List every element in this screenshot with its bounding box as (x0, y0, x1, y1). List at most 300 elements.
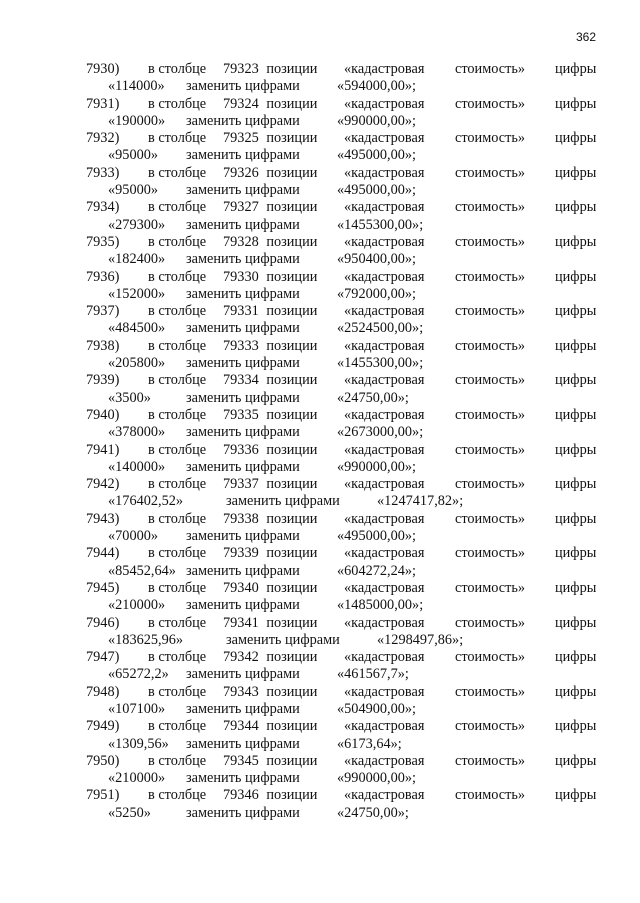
digits-label: цифры (555, 649, 597, 666)
replace-label: заменить цифрами (226, 493, 340, 510)
value-label: стоимость» (455, 372, 526, 389)
position-number: 79343 (223, 683, 259, 700)
entry-number: 7939) (86, 372, 120, 389)
entry-line-2 (0, 701, 640, 718)
value-label: стоимость» (455, 545, 526, 562)
cadastral-label: «кадастровая (344, 268, 425, 285)
position-number: 79328 (223, 233, 259, 250)
amendment-entry (0, 511, 640, 546)
replace-label: заменить цифрами (226, 631, 340, 648)
amendment-entry (0, 718, 640, 753)
position-number: 79327 (223, 199, 259, 216)
replace-label: заменить цифрами (186, 562, 300, 579)
digits-label: цифры (555, 718, 597, 735)
value-label: стоимость» (455, 268, 526, 285)
cadastral-label: «кадастровая (344, 476, 425, 493)
cadastral-label: «кадастровая (344, 614, 425, 631)
positions-label: позиции (266, 233, 318, 250)
position-number: 79344 (223, 718, 259, 735)
new-value: «990000,00»; (337, 770, 417, 787)
cadastral-label: «кадастровая (344, 510, 425, 527)
entry-line-2 (0, 459, 640, 476)
cadastral-label: «кадастровая (344, 718, 425, 735)
entry-line-1 (0, 753, 640, 770)
position-number: 79331 (223, 303, 259, 320)
positions-label: позиции (266, 787, 318, 804)
new-value: «990000,00»; (337, 458, 417, 475)
replace-label: заменить цифрами (186, 424, 300, 441)
entry-line-1 (0, 165, 640, 182)
position-number: 79330 (223, 268, 259, 285)
value-label: стоимость» (455, 683, 526, 700)
new-value: «594000,00»; (337, 78, 417, 95)
position-number: 79342 (223, 649, 259, 666)
old-value: «65272,2» (108, 666, 169, 683)
new-value: «1455300,00»; (337, 216, 424, 233)
entry-line-1 (0, 718, 640, 735)
new-value: «461567,7»; (337, 666, 409, 683)
entry-line-2 (0, 770, 640, 787)
cadastral-label: «кадастровая (344, 95, 425, 112)
digits-label: цифры (555, 579, 597, 596)
replace-label: заменить цифрами (186, 285, 300, 302)
digits-label: цифры (555, 614, 597, 631)
entry-number: 7944) (86, 545, 120, 562)
old-value: «114000» (108, 78, 165, 95)
entry-line-1 (0, 684, 640, 701)
old-value: «176402,52» (108, 493, 184, 510)
value-label: стоимость» (455, 752, 526, 769)
positions-label: позиции (266, 199, 318, 216)
position-reference (223, 753, 317, 770)
amendment-entry (0, 476, 640, 511)
old-value: «1309,56» (108, 735, 169, 752)
amendment-entry (0, 130, 640, 165)
position-number: 79337 (223, 476, 259, 493)
value-label: стоимость» (455, 303, 526, 320)
replace-label: заменить цифрами (186, 666, 300, 683)
digits-label: цифры (555, 199, 597, 216)
position-reference (223, 545, 317, 562)
cadastral-label: «кадастровая (344, 683, 425, 700)
entry-number: 7937) (86, 303, 120, 320)
entry-line-2 (0, 286, 640, 303)
amendment-entry (0, 753, 640, 788)
in-column-label: в столбце (148, 406, 207, 423)
entry-line-2 (0, 217, 640, 234)
position-reference (223, 407, 317, 424)
digits-label: цифры (555, 441, 597, 458)
entry-line-2 (0, 147, 640, 164)
entry-line-2 (0, 78, 640, 95)
entry-line-2 (0, 113, 640, 130)
replace-label: заменить цифрами (186, 112, 300, 129)
digits-label: цифры (555, 406, 597, 423)
in-column-label: в столбце (148, 268, 207, 285)
entry-line-2 (0, 320, 640, 337)
replace-label: заменить цифрами (186, 251, 300, 268)
in-column-label: в столбце (148, 337, 207, 354)
amendment-entry (0, 580, 640, 615)
digits-label: цифры (555, 787, 597, 804)
old-value: «378000» (108, 424, 166, 441)
old-value: «107100» (108, 700, 166, 717)
position-reference (223, 511, 317, 528)
positions-label: позиции (266, 164, 318, 181)
amendment-entry (0, 545, 640, 580)
cadastral-label: «кадастровая (344, 372, 425, 389)
old-value: «70000» (108, 528, 159, 545)
in-column-label: в столбце (148, 649, 207, 666)
replace-label: заменить цифрами (186, 770, 300, 787)
amendment-entry (0, 442, 640, 477)
amendment-entry (0, 234, 640, 269)
entry-line-1 (0, 649, 640, 666)
old-value: «5250» (108, 804, 151, 821)
entry-line-1 (0, 511, 640, 528)
in-column-label: в столбце (148, 579, 207, 596)
position-number: 79339 (223, 545, 259, 562)
entry-number: 7947) (86, 649, 120, 666)
old-value: «279300» (108, 216, 166, 233)
positions-label: позиции (266, 268, 318, 285)
position-reference (223, 96, 317, 113)
replace-label: заменить цифрами (186, 355, 300, 372)
positions-label: позиции (266, 545, 318, 562)
in-column-label: в столбце (148, 683, 207, 700)
positions-label: позиции (266, 406, 318, 423)
in-column-label: в столбце (148, 787, 207, 804)
position-number: 79333 (223, 337, 259, 354)
cadastral-label: «кадастровая (344, 406, 425, 423)
entry-line-1 (0, 303, 640, 320)
position-reference (223, 615, 317, 632)
old-value: «183625,96» (108, 631, 184, 648)
new-value: «6173,64»; (337, 735, 402, 752)
entry-number: 7945) (86, 579, 120, 596)
entry-number: 7941) (86, 441, 120, 458)
amendment-entry (0, 96, 640, 131)
new-value: «990000,00»; (337, 112, 417, 129)
positions-label: позиции (266, 752, 318, 769)
cadastral-label: «кадастровая (344, 579, 425, 596)
positions-label: позиции (266, 372, 318, 389)
position-number: 79346 (223, 787, 259, 804)
entry-number: 7948) (86, 683, 120, 700)
in-column-label: в столбце (148, 199, 207, 216)
entry-number: 7930) (86, 61, 120, 77)
in-column-label: в столбце (148, 545, 207, 562)
amendment-entry (0, 199, 640, 234)
entry-number: 7938) (86, 337, 120, 354)
position-number: 79325 (223, 130, 259, 147)
position-reference (223, 787, 317, 804)
value-label: стоимость» (455, 614, 526, 631)
positions-label: позиции (266, 303, 318, 320)
position-number: 79324 (223, 95, 259, 112)
positions-label: позиции (266, 61, 318, 77)
value-label: стоимость» (455, 476, 526, 493)
positions-label: позиции (266, 441, 318, 458)
value-label: стоимость» (455, 61, 526, 77)
cadastral-label: «кадастровая (344, 545, 425, 562)
amendment-entry (0, 165, 640, 200)
in-column-label: в столбце (148, 61, 207, 77)
cadastral-label: «кадастровая (344, 787, 425, 804)
entry-line-1 (0, 269, 640, 286)
position-number: 79323 (223, 61, 259, 77)
position-reference (223, 684, 317, 701)
positions-label: позиции (266, 579, 318, 596)
amendment-list (0, 61, 640, 822)
old-value: «205800» (108, 355, 166, 372)
new-value: «950400,00»; (337, 251, 417, 268)
entry-line-1 (0, 338, 640, 355)
value-label: стоимость» (455, 233, 526, 250)
digits-label: цифры (555, 233, 597, 250)
positions-label: позиции (266, 130, 318, 147)
replace-label: заменить цифрами (186, 804, 300, 821)
in-column-label: в столбце (148, 441, 207, 458)
replace-label: заменить цифрами (186, 320, 300, 337)
replace-label: заменить цифрами (186, 528, 300, 545)
position-reference (223, 718, 317, 735)
entry-line-2 (0, 666, 640, 683)
amendment-entry (0, 269, 640, 304)
old-value: «182400» (108, 251, 166, 268)
in-column-label: в столбце (148, 614, 207, 631)
digits-label: цифры (555, 683, 597, 700)
old-value: «152000» (108, 285, 166, 302)
value-label: стоимость» (455, 164, 526, 181)
entry-number: 7949) (86, 718, 120, 735)
entry-line-1 (0, 615, 640, 632)
new-value: «495000,00»; (337, 528, 417, 545)
position-reference (223, 130, 317, 147)
replace-label: заменить цифрами (186, 389, 300, 406)
old-value: «3500» (108, 389, 151, 406)
amendment-entry (0, 372, 640, 407)
new-value: «504900,00»; (337, 700, 417, 717)
entry-number: 7950) (86, 752, 120, 769)
in-column-label: в столбце (148, 372, 207, 389)
new-value: «24750,00»; (337, 804, 409, 821)
in-column-label: в столбце (148, 95, 207, 112)
page-number: 362 (575, 30, 596, 44)
old-value: «484500» (108, 320, 166, 337)
position-number: 79326 (223, 164, 259, 181)
digits-label: цифры (555, 337, 597, 354)
cadastral-label: «кадастровая (344, 303, 425, 320)
value-label: стоимость» (455, 649, 526, 666)
new-value: «2524500,00»; (337, 320, 424, 337)
entry-line-2 (0, 597, 640, 614)
entry-number: 7951) (86, 787, 120, 804)
position-reference (223, 580, 317, 597)
entry-number: 7942) (86, 476, 120, 493)
new-value: «1247417,82»; (377, 493, 464, 510)
value-label: стоимость» (455, 441, 526, 458)
old-value: «95000» (108, 147, 159, 164)
digits-label: цифры (555, 752, 597, 769)
positions-label: позиции (266, 683, 318, 700)
entry-number: 7943) (86, 510, 120, 527)
positions-label: позиции (266, 614, 318, 631)
entry-line-1 (0, 199, 640, 216)
entry-number: 7940) (86, 406, 120, 423)
entry-line-2 (0, 736, 640, 753)
entry-line-2 (0, 632, 640, 649)
new-value: «495000,00»; (337, 147, 417, 164)
entry-line-1 (0, 545, 640, 562)
in-column-label: в столбце (148, 233, 207, 250)
position-number: 79336 (223, 441, 259, 458)
entry-number: 7935) (86, 233, 120, 250)
value-label: стоимость» (455, 510, 526, 527)
amendment-entry (0, 407, 640, 442)
entry-line-2 (0, 805, 640, 822)
value-label: стоимость» (455, 337, 526, 354)
entry-line-1 (0, 234, 640, 251)
new-value: «1455300,00»; (337, 355, 424, 372)
position-reference (223, 303, 317, 320)
entry-line-2 (0, 563, 640, 580)
new-value: «1485000,00»; (337, 597, 424, 614)
old-value: «210000» (108, 597, 166, 614)
cadastral-label: «кадастровая (344, 130, 425, 147)
entry-line-1 (0, 130, 640, 147)
replace-label: заменить цифрами (186, 147, 300, 164)
positions-label: позиции (266, 95, 318, 112)
entry-line-1 (0, 580, 640, 597)
in-column-label: в столбце (148, 476, 207, 493)
position-reference (223, 269, 317, 286)
amendment-entry (0, 787, 640, 822)
entry-line-2 (0, 424, 640, 441)
value-label: стоимость» (455, 787, 526, 804)
entry-number: 7936) (86, 268, 120, 285)
cadastral-label: «кадастровая (344, 441, 425, 458)
amendment-entry (0, 61, 640, 96)
position-number: 79334 (223, 372, 259, 389)
entry-number: 7946) (86, 614, 120, 631)
digits-label: цифры (555, 130, 597, 147)
position-reference (223, 61, 317, 78)
value-label: стоимость» (455, 130, 526, 147)
position-number: 79340 (223, 579, 259, 596)
digits-label: цифры (555, 164, 597, 181)
replace-label: заменить цифрами (186, 78, 300, 95)
replace-label: заменить цифрами (186, 735, 300, 752)
amendment-entry (0, 338, 640, 373)
amendment-entry (0, 649, 640, 684)
positions-label: позиции (266, 718, 318, 735)
new-value: «792000,00»; (337, 285, 417, 302)
position-reference (223, 199, 317, 216)
cadastral-label: «кадастровая (344, 199, 425, 216)
entry-line-2 (0, 355, 640, 372)
entry-number: 7934) (86, 199, 120, 216)
position-reference (223, 476, 317, 493)
entry-line-1 (0, 787, 640, 804)
replace-label: заменить цифрами (186, 182, 300, 199)
entry-line-1 (0, 372, 640, 389)
cadastral-label: «кадастровая (344, 164, 425, 181)
digits-label: цифры (555, 476, 597, 493)
in-column-label: в столбце (148, 752, 207, 769)
in-column-label: в столбце (148, 718, 207, 735)
digits-label: цифры (555, 372, 597, 389)
value-label: стоимость» (455, 406, 526, 423)
position-reference (223, 442, 317, 459)
positions-label: позиции (266, 337, 318, 354)
entry-line-2 (0, 390, 640, 407)
entry-line-1 (0, 96, 640, 113)
entry-number: 7931) (86, 95, 120, 112)
entry-number: 7932) (86, 130, 120, 147)
replace-label: заменить цифрами (186, 216, 300, 233)
cadastral-label: «кадастровая (344, 752, 425, 769)
amendment-entry (0, 303, 640, 338)
positions-label: позиции (266, 476, 318, 493)
cadastral-label: «кадастровая (344, 61, 425, 77)
position-number: 79341 (223, 614, 259, 631)
cadastral-label: «кадастровая (344, 649, 425, 666)
new-value: «1298497,86»; (377, 631, 464, 648)
in-column-label: в столбце (148, 130, 207, 147)
cadastral-label: «кадастровая (344, 337, 425, 354)
digits-label: цифры (555, 510, 597, 527)
in-column-label: в столбце (148, 164, 207, 181)
position-reference (223, 649, 317, 666)
replace-label: заменить цифрами (186, 597, 300, 614)
old-value: «95000» (108, 182, 159, 199)
position-reference (223, 165, 317, 182)
digits-label: цифры (555, 268, 597, 285)
position-reference (223, 338, 317, 355)
value-label: стоимость» (455, 199, 526, 216)
value-label: стоимость» (455, 95, 526, 112)
old-value: «210000» (108, 770, 166, 787)
digits-label: цифры (555, 95, 597, 112)
position-number: 79338 (223, 510, 259, 527)
entry-line-1 (0, 476, 640, 493)
new-value: «2673000,00»; (337, 424, 424, 441)
entry-line-1 (0, 61, 640, 78)
entry-line-2 (0, 182, 640, 199)
digits-label: цифры (555, 303, 597, 320)
entry-line-2 (0, 528, 640, 545)
value-label: стоимость» (455, 579, 526, 596)
replace-label: заменить цифрами (186, 458, 300, 475)
amendment-entry (0, 684, 640, 719)
entry-line-2 (0, 251, 640, 268)
old-value: «190000» (108, 112, 166, 129)
positions-label: позиции (266, 649, 318, 666)
in-column-label: в столбце (148, 303, 207, 320)
value-label: стоимость» (455, 718, 526, 735)
amendment-entry (0, 615, 640, 650)
old-value: «140000» (108, 458, 166, 475)
replace-label: заменить цифрами (186, 700, 300, 717)
position-reference (223, 372, 317, 389)
digits-label: цифры (555, 61, 597, 77)
new-value: «604272,24»; (337, 562, 417, 579)
positions-label: позиции (266, 510, 318, 527)
old-value: «85452,64» (108, 562, 176, 579)
digits-label: цифры (555, 545, 597, 562)
in-column-label: в столбце (148, 510, 207, 527)
